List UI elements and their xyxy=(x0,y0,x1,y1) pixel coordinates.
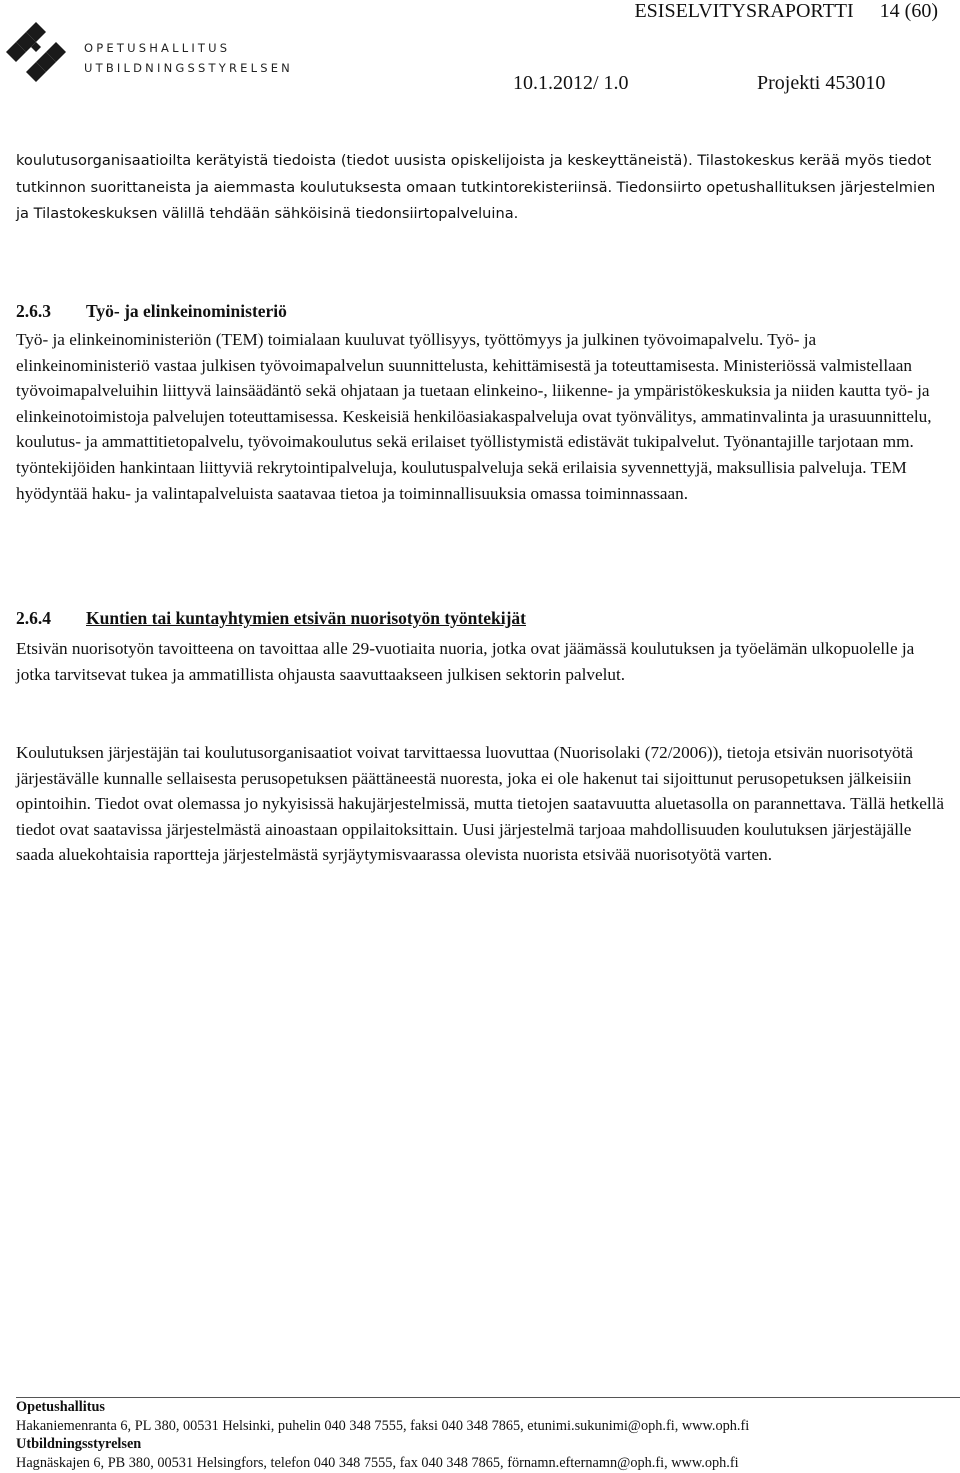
section-number: 2.6.4 xyxy=(16,608,51,628)
intro-paragraph xyxy=(16,147,946,227)
footer-org-sv: Utbildningsstyrelsen xyxy=(16,1436,142,1452)
footer-address-sv: Hagnäskajen 6, PB 380, 00531 Helsingfors, telefon 040 348 7555, fax 040 348 7865, förnamn.efternamn@oph.fi, www.oph.fi xyxy=(16,1454,739,1471)
footer-address-fi: Hakaniemenranta 6, PL 380, 00531 Helsinki, puhelin 040 348 7555, faksi 040 348 7865, etunimi.sukunimi@oph.fi, www.oph.fi xyxy=(16,1417,750,1434)
report-title: ESISELVITYSRAPORTTI xyxy=(634,0,854,22)
date-version: 10.1.2012/ 1.0 xyxy=(513,72,629,94)
logo-line-sv: UTBILDNINGSSTYRELSEN xyxy=(84,61,293,75)
page-footer xyxy=(16,1398,749,1472)
section-heading-2-6-4 xyxy=(16,608,526,629)
section-number: 2.6.3 xyxy=(16,301,51,321)
section-paragraph-youth-work-2: Koulutuksen järjestäjän tai koulutusorganisaatiot voivat tarvittaessa luovuttaa (Nuorisolaki (72/2006)), tietoja etsivän nuorisotyötä järjestävälle kunnalle sellaisesta perusopetuksen päättäneestä nuoresta, joka ei ole hakenut tai sijoittunut perusopetuksen jälkeisiin opintoihin. Tiedot ovat olemassa jo nykyisissä hakujärjestelmissä, mutta tietojen saatavuutta aluetasolla on parannettava. Tällä hetkellä tiedot ovat saatavissa järjestelmästä ainoastaan oppilaitoksittain. Uusi järjestelmä tarjoaa mahdollisuuden koulutuksen järjestäjälle saada aluekohtaisia raportteja järjestelmästä syrjäytymisvaarassa olevista nuorista etsivää nuorisotyötä varten. xyxy=(16,743,945,865)
section-paragraph-youth-work-1: Etsivän nuorisotyön tavoitteena on tavoittaa alle 29-vuotiaita nuoria, jotka ovat jäämässä koulutuksen ja työelämän ulkopuolelle ja jotka tarvitsevat tukea ja ammatillista ohjausta saavuttaakseen julkisen sektorin palvelut. xyxy=(16,639,915,684)
report-header xyxy=(634,0,938,23)
intro-paragraph-part1: koulutusorganisaatioilta kerätyistä tiedoista (tiedot uusista opiskelijoista ja keskeyttäneistä). Tilastokeskus kerää myös tiedot tutkinnon suorittaneista ja aiemmasta koulutuksesta omaan tutkintorekisteriinsä. xyxy=(16,152,932,196)
section-paragraph-tem: Työ- ja elinkeinoministeriön (TEM) toimialaan kuuluvat työllisyys, työttömyys ja julkinen työvoimapalvelu. Työ- ja elinkeinoministeriö vastaa julkisen työvoimapalvelun suunnittelusta, kehittämisestä ja toteuttamisesta. Ministeriössä valmistellaan työvoimapalveluihin liittyvä lainsäädäntö sekä ohjataan ja tuetaan elinkeino-, liikenne- ja ympäristökeskuksia ja niiden kautta työ- ja elinkeinotoimistoja palvelujen toteuttamisessa. Keskeisiä henkilöasiakaspalveluja ovat työnvälitys, ammatinvalinta ja urasuunnittelu, koulutus- ja ammattitietopalvelu, työvoimakoulutus sekä erilaiset työllistymistä edistävät tukipalvelut. Työnantajille tarjotaan mm. työntekijöiden hankintaan liittyviä rekrytointipalveluja, koulutuspalveluja sekä erilaisia syvennettyjä, maksullisia palveluja. TEM hyödyntää haku- ja valintapalveluista saatavaa tietoa ja toiminnallisuuksia omassa toiminnassaan. xyxy=(16,330,932,503)
footer-org-fi: Opetushallitus xyxy=(16,1399,105,1415)
opetushallitus-logo-icon xyxy=(4,20,68,84)
section-title: Kuntien tai kuntayhtymien etsivän nuorisotyön työntekijät xyxy=(86,608,526,628)
organization-logo xyxy=(4,20,293,90)
section-title: Työ- ja elinkeinoministeriö xyxy=(86,301,287,321)
project-number: Projekti 453010 xyxy=(757,72,886,94)
intro-paragraph-part2: Tiedonsiirto opetushallituksen järjestelmien ja Tilastokeskuksen välillä tehdään sähköisinä tiedonsiirtopalveluina. xyxy=(16,178,936,223)
logo-line-fi: OPETUSHALLITUS xyxy=(84,41,231,55)
page-number: 14 (60) xyxy=(879,0,938,22)
logo-wordmark xyxy=(84,38,293,78)
section-heading-2-6-3 xyxy=(16,301,287,322)
